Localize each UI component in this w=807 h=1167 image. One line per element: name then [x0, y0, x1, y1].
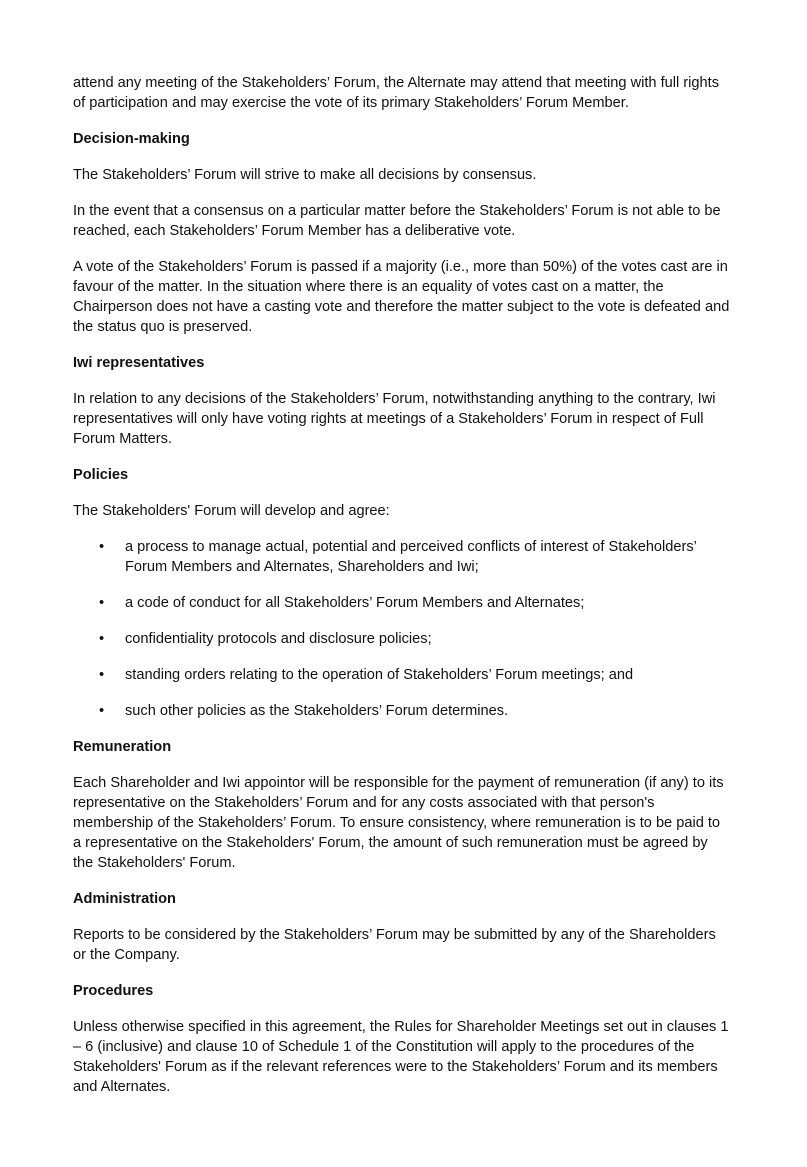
- section-heading: Policies: [73, 467, 129, 483]
- bullet-icon: •: [99, 539, 105, 555]
- list-item: [73, 537, 753, 577]
- text-line: In relation to any decisions of the Stakeholders’ Forum, notwithstanding anything to the contrary, Iwi: [73, 391, 716, 407]
- section-heading: Procedures: [73, 983, 154, 999]
- text-line: favour of the matter. In the situation where there is an equality of votes cast on a matter, the: [73, 279, 664, 295]
- list-item: [73, 629, 753, 649]
- text-line: the status quo is preserved.: [73, 319, 253, 335]
- text-line: confidentiality protocols and disclosure policies;: [125, 631, 432, 647]
- text-line: A vote of the Stakeholders’ Forum is passed if a majority (i.e., more than 50%) of the votes cast are in: [73, 259, 728, 275]
- document-section: [73, 129, 753, 337]
- section-heading: Remuneration: [73, 739, 172, 755]
- text-line: such other policies as the Stakeholders’ Forum determines.: [125, 703, 509, 719]
- text-line: – 6 (inclusive) and clause 10 of Schedule 1 of the Constitution will apply to the procedures of the: [73, 1039, 695, 1055]
- section-heading: Iwi representatives: [73, 355, 205, 371]
- text-line: reached, each Stakeholders’ Forum Member has a deliberative vote.: [73, 223, 516, 239]
- text-line: a code of conduct for all Stakeholders’ Forum Members and Alternates;: [125, 595, 585, 611]
- text-line: and Alternates.: [73, 1079, 171, 1095]
- text-line: membership of the Stakeholders’ Forum. To ensure consistency, where remuneration is to be paid to: [73, 815, 721, 831]
- paragraph: [73, 165, 753, 185]
- text-line: a process to manage actual, potential and perceived conflicts of interest of Stakeholders’: [125, 539, 697, 555]
- text-line: In the event that a consensus on a particular matter before the Stakeholders’ Forum is not able to be: [73, 203, 721, 219]
- document-section: [73, 73, 753, 113]
- document-section: [73, 353, 753, 449]
- list-item: [73, 701, 753, 721]
- bullet-list: [73, 537, 753, 721]
- paragraph: [73, 773, 753, 873]
- text-line: Forum Members and Alternates, Shareholders and Iwi;: [125, 559, 479, 575]
- text-line: attend any meeting of the Stakeholders’ Forum, the Alternate may attend that meeting with full rights: [73, 75, 719, 91]
- text-line: representatives will only have voting rights at meetings of a Stakeholders’ Forum in respect of Full: [73, 411, 704, 427]
- bullet-icon: •: [99, 667, 105, 683]
- paragraph: [73, 73, 753, 113]
- paragraph: [73, 257, 753, 337]
- document-section: [73, 737, 753, 873]
- text-line: The Stakeholders' Forum will develop and agree:: [73, 503, 390, 519]
- list-item: [73, 665, 753, 685]
- list-item: [73, 593, 753, 613]
- text-line: Chairperson does not have a casting vote and therefore the matter subject to the vote is defeated and: [73, 299, 730, 315]
- paragraph: [73, 389, 753, 449]
- document-page: [73, 73, 753, 1113]
- document-section: [73, 889, 753, 965]
- text-line: Stakeholders' Forum as if the relevant references were to the Stakeholders’ Forum and its members: [73, 1059, 718, 1075]
- text-line: the Stakeholders' Forum.: [73, 855, 236, 871]
- text-line: Unless otherwise specified in this agreement, the Rules for Shareholder Meetings set out in clauses 1: [73, 1019, 729, 1035]
- bullet-icon: •: [99, 703, 105, 719]
- paragraph: [73, 201, 753, 241]
- text-line: standing orders relating to the operation of Stakeholders’ Forum meetings; and: [125, 667, 634, 683]
- text-line: representative on the Stakeholders’ Forum and for any costs associated with that person's: [73, 795, 655, 811]
- paragraph: [73, 925, 753, 965]
- text-line: Forum Matters.: [73, 431, 172, 447]
- bullet-icon: •: [99, 595, 105, 611]
- text-line: a representative on the Stakeholders' Forum, the amount of such remuneration must be agreed by: [73, 835, 708, 851]
- text-line: Reports to be considered by the Stakeholders’ Forum may be submitted by any of the Shareholders: [73, 927, 716, 943]
- text-line: or the Company.: [73, 947, 180, 963]
- text-line: of participation and may exercise the vote of its primary Stakeholders’ Forum Member.: [73, 95, 629, 111]
- document-section: [73, 981, 753, 1097]
- document-section: [73, 465, 753, 721]
- paragraph: [73, 501, 753, 521]
- text-line: Each Shareholder and Iwi appointor will be responsible for the payment of remuneration (if any) to its: [73, 775, 724, 791]
- text-line: The Stakeholders’ Forum will strive to make all decisions by consensus.: [73, 167, 537, 183]
- paragraph: [73, 1017, 753, 1097]
- bullet-icon: •: [99, 631, 105, 647]
- section-heading: Decision-making: [73, 131, 190, 147]
- section-heading: Administration: [73, 891, 176, 907]
